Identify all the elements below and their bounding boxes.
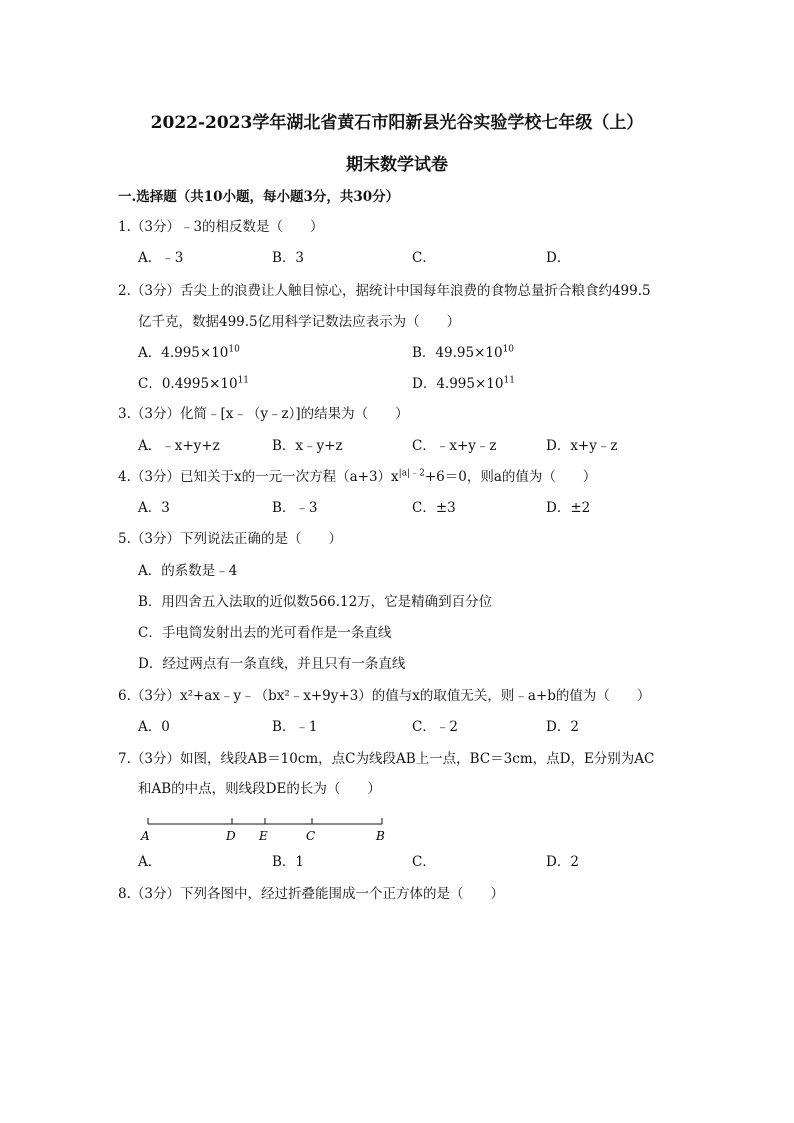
q2-option-c-exp: 11 xyxy=(237,375,250,386)
q3-option-b: B．x﹣y+z xyxy=(272,438,343,454)
q6-option-b: B．﹣1 xyxy=(272,719,318,735)
q1-option-d: D． xyxy=(546,250,571,266)
q3-option-d: D．x+y﹣z xyxy=(546,438,618,454)
q2-option-a-exp: 10 xyxy=(228,344,240,355)
q5-option-d: D．经过两点有一条直线，并且只有一条直线 xyxy=(138,656,406,672)
q2-option-c xyxy=(138,375,249,393)
q2-option-c-label: C．0.4995×10 xyxy=(138,376,238,392)
label-b: B xyxy=(376,829,385,843)
q4-stem-pre: 4.（3分）已知关于x的一元一次方程（a+3）x xyxy=(118,469,399,485)
q6-stem: 6.（3分）x²+ax﹣y﹣（bx²﹣x+9y+3）的值与x的取值无关，则﹣a+b的值为（ ） xyxy=(118,688,651,704)
q1-stem: 1.（3分）﹣3的相反数是（ ） xyxy=(118,219,324,235)
q4-stem-post: +6＝0，则a的值为（ ） xyxy=(424,469,597,485)
q5-stem: 5.（3分）下列说法正确的是（ ） xyxy=(118,531,342,547)
q4-option-c: C．±3 xyxy=(412,500,456,516)
q2-option-a-label: A．4.995×10 xyxy=(138,345,229,361)
q6-option-c: C．﹣2 xyxy=(412,719,458,735)
q7-option-c: C． xyxy=(412,854,436,870)
label-a: A xyxy=(141,829,150,843)
q5-option-b: B．用四舍五入法取的近似数566.12万，它是精确到百分位 xyxy=(138,594,493,610)
q7-option-b: B．1 xyxy=(272,854,305,870)
q3-stem: 3.（3分）化简﹣[x﹣（y﹣z）]的结果为（ ） xyxy=(118,406,409,422)
q4-option-d: D．±2 xyxy=(546,500,591,516)
exam-title-line1: 2022-2023学年湖北省黄石市阳新县光谷实验学校七年级（上） xyxy=(150,113,644,133)
q4-stem xyxy=(118,468,596,486)
q1-option-a: A．﹣3 xyxy=(138,250,184,266)
q6-option-a: A．0 xyxy=(138,719,170,735)
q3-option-a: A．﹣x+y+z xyxy=(138,438,220,454)
q2-option-b-label: B．49.95×10 xyxy=(412,345,503,361)
q2-option-d-label: D．4.995×10 xyxy=(412,376,504,392)
q2-option-a xyxy=(138,344,240,362)
q4-option-a: A．3 xyxy=(138,500,170,516)
q7-stem-line1: 7.（3分）如图，线段AB＝10cm，点C为线段AB上一点，BC＝3cm，点D，E分别为AC xyxy=(118,751,655,767)
section-heading: 一.选择题（共10小题，每小题3分，共30分） xyxy=(118,189,400,205)
q2-option-d-exp: 11 xyxy=(503,375,515,386)
q2-option-b xyxy=(412,344,514,362)
q7-option-d: D．2 xyxy=(546,854,579,870)
q6-option-d: D．2 xyxy=(546,719,579,735)
q1-option-c: C． xyxy=(412,250,436,266)
q5-option-c: C．手电筒发射出去的光可看作是一条直线 xyxy=(138,625,392,641)
q2-option-d xyxy=(412,375,515,393)
q7-stem-line2: 和AB的中点，则线段DE的长为（ ） xyxy=(138,781,381,797)
q4-stem-exp: |a|﹣2 xyxy=(398,468,425,479)
q8-stem: 8.（3分）下列各图中，经过折叠能围成一个正方体的是（ ） xyxy=(118,886,504,902)
q5-option-a: A．的系数是﹣4 xyxy=(138,563,238,579)
segment-figure xyxy=(140,812,400,852)
q2-stem-line1: 2.（3分）舌尖上的浪费让人触目惊心，据统计中国每年浪费的食物总量折合粮食约499.5 xyxy=(118,283,651,299)
label-e: E xyxy=(259,829,268,843)
q2-option-b-exp: 10 xyxy=(502,344,515,355)
q2-stem-line2: 亿千克，数据499.5亿用科学记数法应表示为（ ） xyxy=(138,314,461,330)
q3-option-c: C．﹣x+y﹣z xyxy=(412,438,497,454)
label-c: C xyxy=(306,829,316,843)
q1-option-b: B．3 xyxy=(272,250,305,266)
q4-option-b: B．﹣3 xyxy=(272,500,318,516)
exam-title-line2: 期末数学试卷 xyxy=(346,155,448,175)
label-d: D xyxy=(226,829,236,843)
q7-option-a: A． xyxy=(138,854,162,870)
